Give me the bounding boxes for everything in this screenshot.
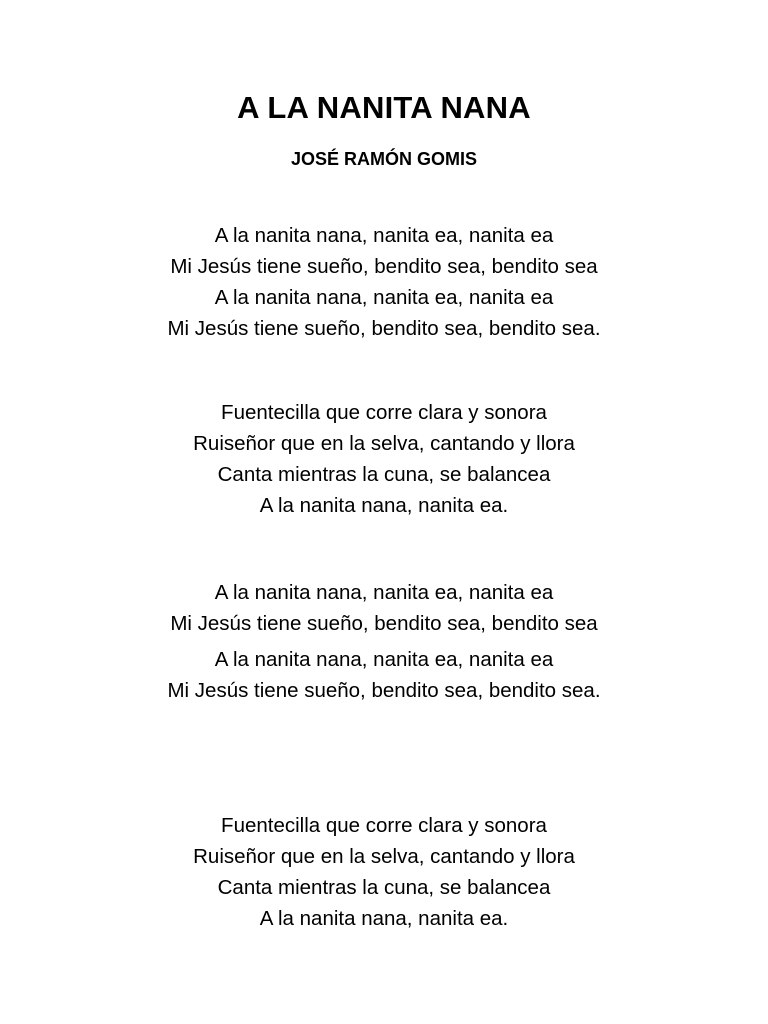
verse-line: Canta mientras la cuna, se balancea [217, 463, 551, 486]
verse-line: Canta mientras la cuna, se balancea [217, 876, 551, 899]
verse-line: Ruiseñor que en la selva, cantando y llora [193, 845, 575, 868]
verse-line: Mi Jesús tiene sueño, bendito sea, bendito sea. [167, 317, 601, 340]
page-title: A LA NANITA NANA [237, 90, 531, 125]
verse-line: Ruiseñor que en la selva, cantando y llora [193, 432, 575, 455]
stanza-2 [0, 397, 768, 521]
verse-line: Mi Jesús tiene sueño, bendito sea, bendito sea. [167, 679, 601, 702]
verse-line: A la nanita nana, nanita ea. [259, 907, 509, 930]
verse-line: A la nanita nana, nanita ea, nanita ea [214, 648, 554, 671]
stanza-3 [0, 577, 768, 706]
verse-line: Mi Jesús tiene sueño, bendito sea, bendito sea [170, 612, 598, 635]
stanza-4 [0, 810, 768, 934]
stanza-1 [0, 220, 768, 344]
verse-line: Fuentecilla que corre clara y sonora [221, 401, 547, 424]
verse-line: A la nanita nana, nanita ea, nanita ea [214, 224, 554, 247]
verse-line: A la nanita nana, nanita ea. [259, 494, 509, 517]
author-name: JOSÉ RAMÓN GOMIS [290, 149, 478, 169]
verse-line: A la nanita nana, nanita ea, nanita ea [214, 581, 554, 604]
verse-line: Mi Jesús tiene sueño, bendito sea, bendito sea [170, 255, 598, 278]
verse-line: A la nanita nana, nanita ea, nanita ea [214, 286, 554, 309]
verse-line: Fuentecilla que corre clara y sonora [221, 814, 547, 837]
